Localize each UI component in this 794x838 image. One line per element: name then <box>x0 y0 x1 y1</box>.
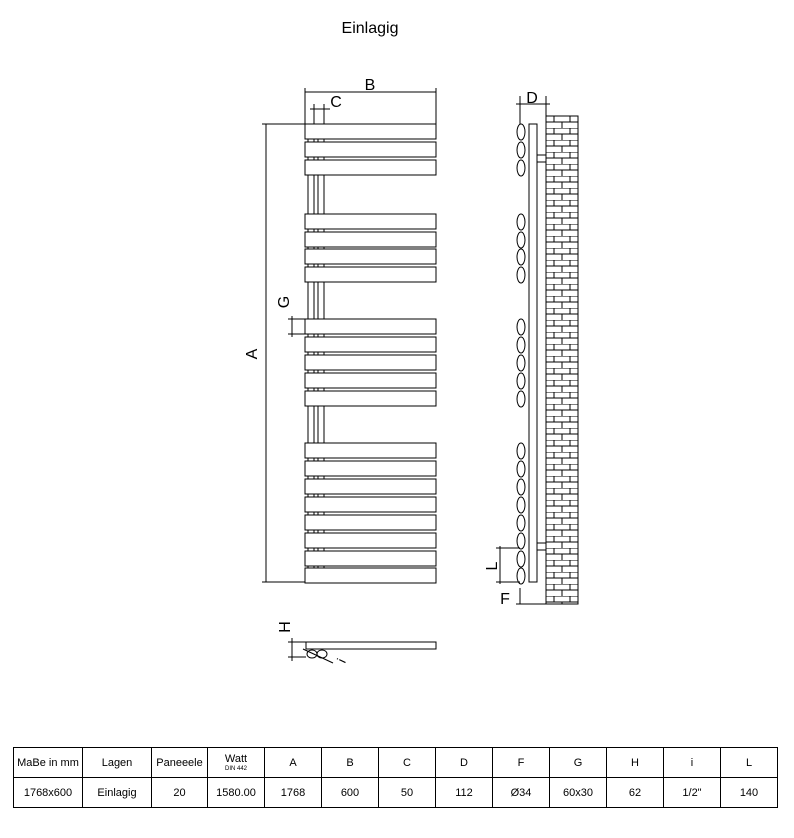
wall <box>546 116 578 604</box>
dim-label-f: F <box>500 591 510 608</box>
radiator-panel <box>305 551 436 566</box>
radiator-panel <box>305 355 436 370</box>
table-cell: 50 <box>379 778 436 808</box>
table-cell: 60x30 <box>550 778 607 808</box>
table-header-cell <box>208 748 265 778</box>
page-title: Einlagig <box>341 20 399 37</box>
table-cell: 1/2" <box>664 778 721 808</box>
bottom-view <box>288 638 436 666</box>
radiator-panel <box>305 443 436 458</box>
dim-label-b: B <box>364 77 376 94</box>
radiator-panel <box>305 391 436 406</box>
radiator-panel <box>305 160 436 175</box>
table-cell: 62 <box>607 778 664 808</box>
panel-section <box>517 214 525 230</box>
dim-label-g: G <box>276 295 293 309</box>
pipe-section-group <box>517 124 525 584</box>
watt-norm-label: DIN 442 <box>224 766 247 772</box>
panel-section <box>517 319 525 335</box>
wall-bracket <box>537 155 546 162</box>
watt-label: Watt <box>224 753 248 765</box>
panel-section <box>517 160 525 176</box>
collector-tube <box>318 124 324 582</box>
radiator-body <box>529 124 537 582</box>
table-cell: Einlagig <box>83 778 152 808</box>
panel-section <box>517 355 525 371</box>
table-header-cell: F <box>493 748 550 778</box>
table-cell: 140 <box>721 778 778 808</box>
panel-section <box>517 479 525 495</box>
panel-group <box>305 124 436 583</box>
radiator-panel <box>305 461 436 476</box>
panel-section <box>517 124 525 140</box>
panel-section <box>517 443 525 459</box>
table-header-row <box>14 748 778 778</box>
wall-bracket <box>537 543 546 550</box>
table-header-cell: Lagen <box>83 748 152 778</box>
table-header-cell: i <box>664 748 721 778</box>
dim-label-i: i <box>333 656 349 666</box>
radiator-panel <box>305 249 436 264</box>
table-header-cell: B <box>322 748 379 778</box>
radiator-panel <box>305 515 436 530</box>
radiator-panel <box>305 267 436 282</box>
panel-section <box>517 232 525 248</box>
panel-section <box>517 337 525 353</box>
panel-section <box>517 373 525 389</box>
panel-section <box>517 267 525 283</box>
table-cell: 112 <box>436 778 493 808</box>
radiator-panel <box>305 497 436 512</box>
table-header-cell: Paneeele <box>152 748 208 778</box>
table-cell: 1580.00 <box>208 778 265 808</box>
table-header-cell: D <box>436 748 493 778</box>
dim-label-h: H <box>277 621 294 633</box>
panel-section <box>517 461 525 477</box>
table-cell: 20 <box>152 778 208 808</box>
radiator-panel <box>305 319 436 334</box>
radiator-panel <box>305 568 436 583</box>
radiator-panel <box>305 124 436 139</box>
radiator-panel <box>305 479 436 494</box>
radiator-panel <box>305 232 436 247</box>
specs-table <box>13 747 778 808</box>
panel-section <box>517 533 525 549</box>
panel-section <box>517 142 525 158</box>
radiator-panel <box>305 533 436 548</box>
radiator-panel <box>305 373 436 388</box>
panel-section <box>517 551 525 567</box>
table-header-cell: MaBe in mm <box>14 748 83 778</box>
front-view <box>262 88 436 583</box>
panel-section <box>517 515 525 531</box>
radiator-panel <box>305 337 436 352</box>
table-header-cell: G <box>550 748 607 778</box>
panel-section <box>517 249 525 265</box>
table-header-cell: L <box>721 748 778 778</box>
table-cell: 1768 <box>265 778 322 808</box>
table-header-cell: A <box>265 748 322 778</box>
radiator-panel <box>305 142 436 157</box>
dim-label-c: C <box>330 94 342 111</box>
panel-section <box>517 497 525 513</box>
table-cell: 600 <box>322 778 379 808</box>
dim-label-d: D <box>526 90 538 107</box>
side-view <box>496 96 578 604</box>
table-header-cell: C <box>379 748 436 778</box>
radiator-panel <box>305 214 436 229</box>
panel-section <box>517 391 525 407</box>
table-row <box>14 778 778 808</box>
dim-label-a: A <box>244 348 261 360</box>
collector-tube <box>308 124 314 582</box>
dim-label-l: L <box>484 561 501 571</box>
table-cell: 1768x600 <box>14 778 83 808</box>
table-header-cell: H <box>607 748 664 778</box>
panel-top-view <box>306 642 436 649</box>
table-cell: Ø34 <box>493 778 550 808</box>
pipe-top-view <box>317 650 327 658</box>
